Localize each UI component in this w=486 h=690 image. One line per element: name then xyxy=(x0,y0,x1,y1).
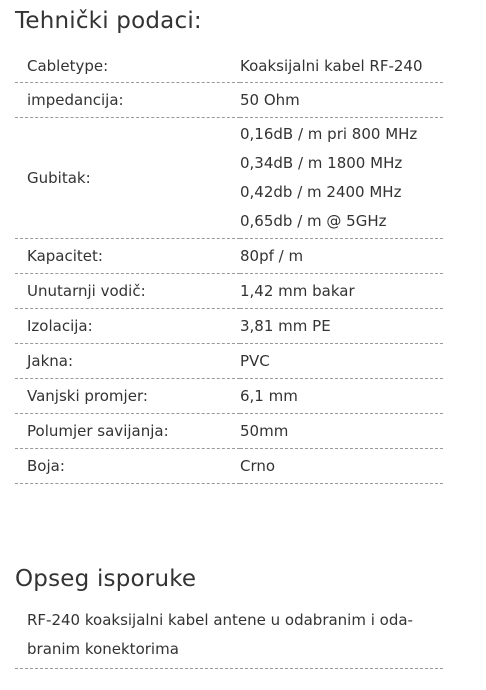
spec-row-insulation xyxy=(15,309,443,344)
spec-row-inner-conductor xyxy=(15,274,443,309)
spec-value-line: 50 Ohm xyxy=(240,90,300,109)
spec-value xyxy=(240,50,443,83)
spec-value-line: 50mm xyxy=(240,421,289,440)
spec-value xyxy=(240,449,443,484)
spec-value-line: 3,81 mm PE xyxy=(240,316,331,335)
delivery-line: branim konektorima xyxy=(27,640,179,658)
spec-value-line: 0,16dB / m pri 800 MHz xyxy=(240,125,418,143)
spec-value xyxy=(240,344,443,379)
spec-value-line: Crno xyxy=(240,456,276,475)
spec-value-line: PVC xyxy=(240,351,270,370)
spec-label: Kapacitet: xyxy=(15,239,240,274)
spec-value xyxy=(240,414,443,449)
spec-row-outer-diameter xyxy=(15,379,443,414)
spec-value xyxy=(240,274,443,309)
spec-label: Vanjski promjer: xyxy=(15,379,240,414)
spec-value xyxy=(240,379,443,414)
spec-value-line: 0,65db / m @ 5GHz xyxy=(240,212,387,230)
spec-value-line: 6,1 mm xyxy=(240,386,298,405)
delivery-description xyxy=(15,606,443,669)
spec-value-line: Koaksijalni kabel RF-240 xyxy=(240,56,423,75)
spec-label: Gubitak: xyxy=(15,118,240,239)
spec-label: Polumjer savijanja: xyxy=(15,414,240,449)
delivery-title: Opseg isporuke xyxy=(15,566,197,592)
spec-value-line: 1,42 mm bakar xyxy=(240,281,355,300)
specs-table xyxy=(15,50,443,484)
spec-row-impedance xyxy=(15,83,443,118)
spec-row-loss xyxy=(15,118,443,239)
spec-value xyxy=(240,239,443,274)
spec-label: Cabletype: xyxy=(15,50,240,83)
spec-value xyxy=(240,309,443,344)
spec-label: Izolacija: xyxy=(15,309,240,344)
spec-label: impedancija: xyxy=(15,83,240,118)
specs-title: Tehnički podaci: xyxy=(15,8,202,34)
spec-value-line: 0,42db / m 2400 MHz xyxy=(240,183,402,201)
spec-value xyxy=(240,83,443,118)
spec-row-bend-radius xyxy=(15,414,443,449)
spec-value xyxy=(240,118,443,239)
spec-label: Boja: xyxy=(15,449,240,484)
spec-label: Unutarnji vodič: xyxy=(15,274,240,309)
spec-row-jacket xyxy=(15,344,443,379)
spec-value-line: 80pf / m xyxy=(240,246,304,265)
spec-row-cabletype xyxy=(15,50,443,83)
spec-row-capacity xyxy=(15,239,443,274)
spec-row-color xyxy=(15,449,443,484)
delivery-line: RF-240 koaksijalni kabel antene u odabranim i oda- xyxy=(27,611,413,629)
spec-label: Jakna: xyxy=(15,344,240,379)
spec-value-line: 0,34dB / m 1800 MHz xyxy=(240,154,403,172)
